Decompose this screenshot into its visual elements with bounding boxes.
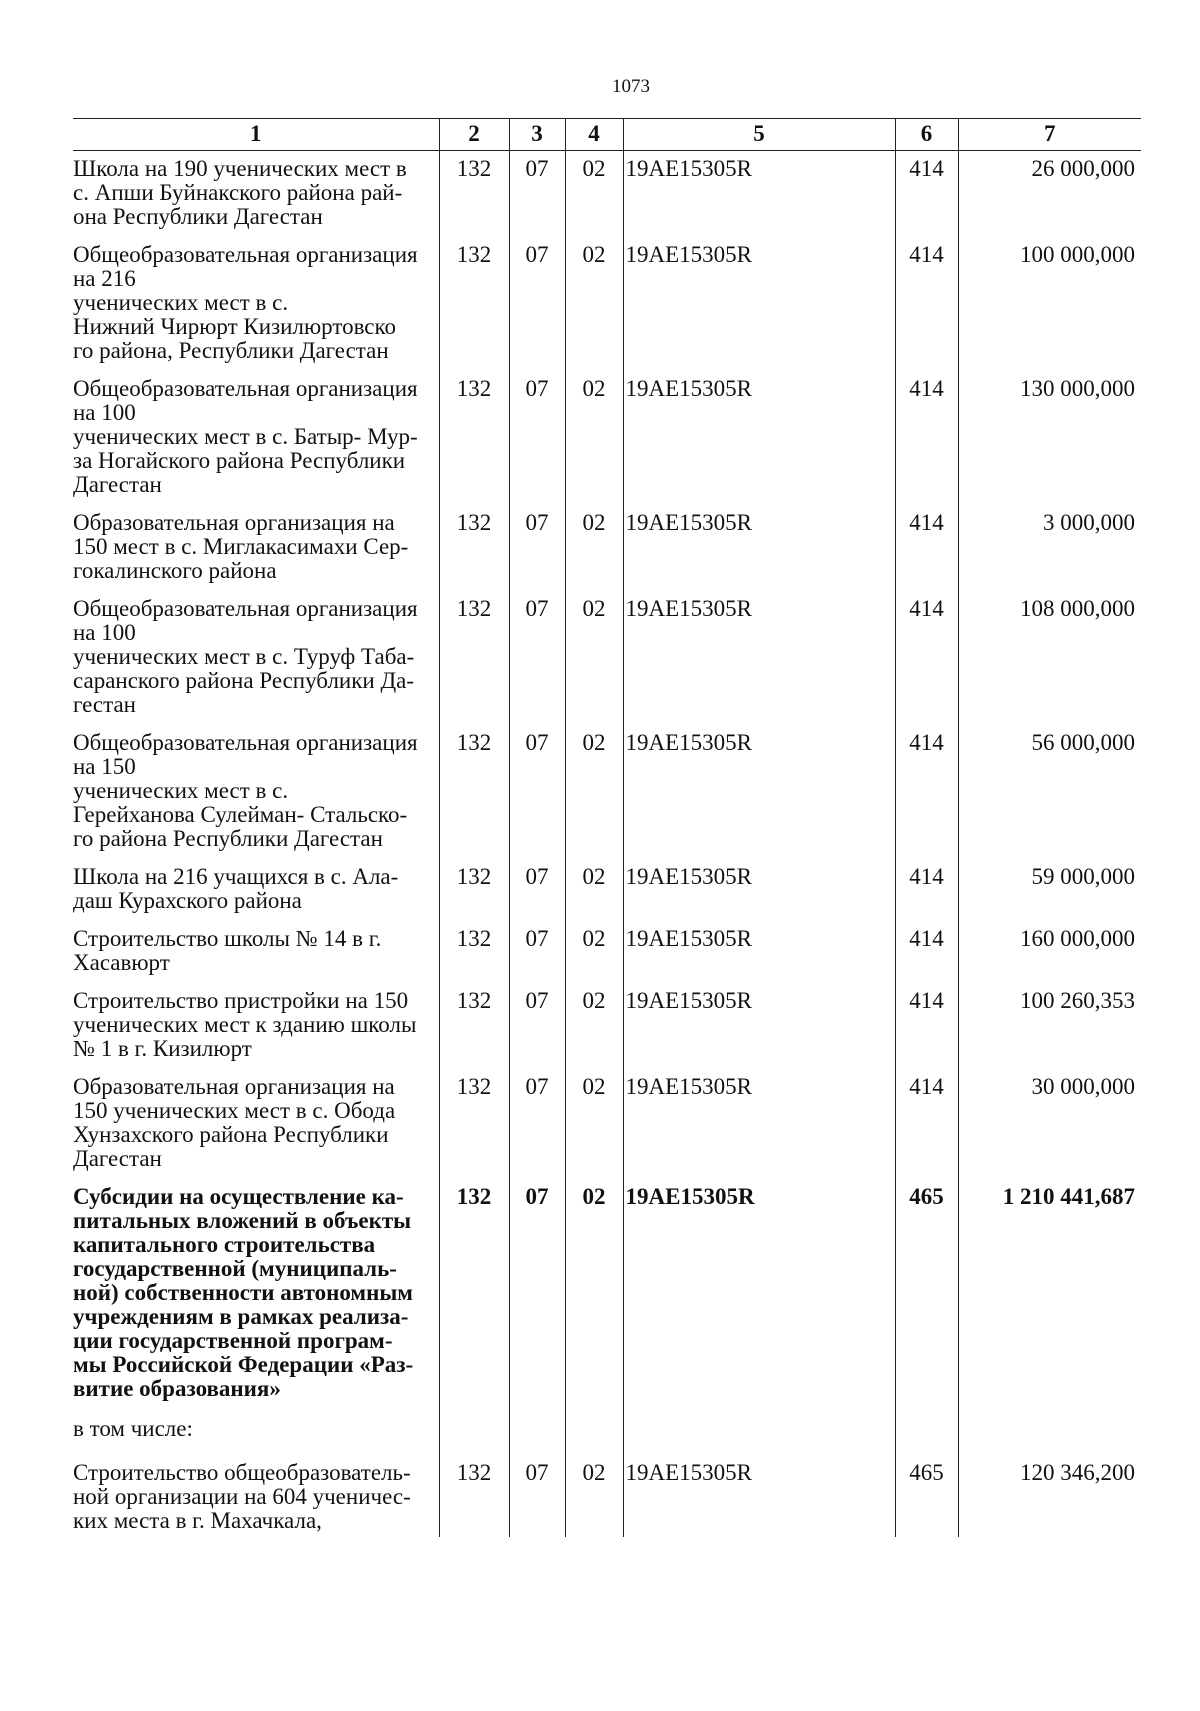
row-name [73,1171,439,1401]
cell-col7: 100 260,353 [958,975,1141,1061]
cell-col4: 02 [565,229,623,363]
header-cell: 4 [565,119,623,151]
cell-col3: 07 [509,497,565,583]
table-row [73,583,1141,717]
cell-col3: 07 [509,363,565,497]
cell-col4: 02 [565,583,623,717]
row-name [73,1061,439,1171]
table-row [73,717,1141,851]
cell-col2: 132 [439,151,509,230]
cell-col6: 414 [895,497,958,583]
cell-col5: 19AE15305R [623,913,895,975]
cell-col3: 07 [509,151,565,230]
row-name [73,229,439,363]
cell-col4: 02 [565,497,623,583]
cell-col2: 132 [439,851,509,913]
cell-col2: 132 [439,1171,509,1401]
cell-col2: 132 [439,975,509,1061]
cell-col6: 414 [895,229,958,363]
cell-col7: 56 000,000 [958,717,1141,851]
cell-col6: 414 [895,1061,958,1171]
cell-col2: 132 [439,497,509,583]
cell-col4: 02 [565,363,623,497]
table-row [73,913,1141,975]
row-name [73,913,439,975]
row-name [73,583,439,717]
cell-col3: 07 [509,913,565,975]
table-row-subtotal [73,1171,1141,1401]
row-name-text: Строительство пристройки на 150 ученических мест к зданию школы № 1 в г. Кизилюрт [73,988,417,1061]
cell-col2: 132 [439,717,509,851]
cell-col4: 02 [565,1171,623,1401]
cell-col7: 59 000,000 [958,851,1141,913]
header-cell: 7 [958,119,1141,151]
cell-col7: 1 210 441,687 [958,1171,1141,1401]
table-row [73,363,1141,497]
header-cell: 3 [509,119,565,151]
row-name [73,1401,439,1447]
cell-col4: 02 [565,151,623,230]
cell-col4: 02 [565,851,623,913]
cell-col6: 414 [895,913,958,975]
cell-col5: 19AE15305R [623,151,895,230]
cell-col3: 07 [509,851,565,913]
row-name-text: в том числе: [73,1416,193,1441]
table-row [73,1061,1141,1171]
row-name [73,975,439,1061]
cell-col3: 07 [509,583,565,717]
row-name-text: Общеобразовательная организация на 100 ученических мест в с. Туруф Таба- саранского района Республики Да- гестан [73,596,418,717]
row-name-text: Субсидии на осуществление ка- питальных вложений в объекты капитального строительства государственной (муниципаль- ной) собственности автономным учреждениям в рамках реализа- ции государственной програм- мы Российской Федерации «Раз- витие образования» [73,1184,414,1401]
header-cell: 6 [895,119,958,151]
row-name-text: Общеобразовательная организация на 150 ученических мест в с. Герейханова Сулейман- Стальско- го района Республики Дагестан [73,730,418,851]
cell-col4: 02 [565,717,623,851]
cell-col5: 19AE15305R [623,975,895,1061]
cell-col2: 132 [439,913,509,975]
budget-table [73,118,1141,1537]
cell-col7: 3 000,000 [958,497,1141,583]
cell-col5 [623,1401,895,1447]
cell-col3: 07 [509,975,565,1061]
row-name-text: Строительство школы № 14 в г. Хасавюрт [73,926,382,975]
cell-col6: 414 [895,151,958,230]
cell-col7: 30 000,000 [958,1061,1141,1171]
page-number: 1073 [612,76,650,97]
cell-col6: 414 [895,717,958,851]
cell-col6: 414 [895,363,958,497]
table-row [73,851,1141,913]
cell-col7 [958,1401,1141,1447]
row-name-text: Общеобразовательная организация на 216 ученических мест в с. Нижний Чирюрт Кизилюртовско го района, Республики Дагестан [73,242,418,363]
header-cell: 2 [439,119,509,151]
row-name [73,1447,439,1537]
cell-col4: 02 [565,913,623,975]
row-name [73,717,439,851]
cell-col7: 120 346,200 [958,1447,1141,1537]
row-name-text: Образовательная организация на 150 ученических мест в с. Обода Хунзахского района Республики Дагестан [73,1074,396,1171]
table-row [73,151,1141,230]
row-name-text: Школа на 190 ученических мест в с. Апши Буйнакского района рай- она Республики Дагестан [73,156,407,229]
table-row [73,497,1141,583]
header-cell: 5 [623,119,895,151]
cell-col7: 100 000,000 [958,229,1141,363]
row-name-text: Школа на 216 учащихся в с. Ала- даш Курахского района [73,864,399,913]
cell-col7: 108 000,000 [958,583,1141,717]
table-row [73,975,1141,1061]
cell-col2: 132 [439,1447,509,1537]
cell-col2: 132 [439,583,509,717]
cell-col3: 07 [509,1171,565,1401]
table-row [73,1447,1141,1537]
cell-col3: 07 [509,1447,565,1537]
cell-col4 [565,1401,623,1447]
row-name [73,851,439,913]
cell-col6: 414 [895,851,958,913]
cell-col3: 07 [509,717,565,851]
row-name-text: Общеобразовательная организация на 100 ученических мест в с. Батыр- Мур- за Ногайского района Республики Дагестан [73,376,418,497]
cell-col2: 132 [439,229,509,363]
cell-col7: 160 000,000 [958,913,1141,975]
row-name [73,497,439,583]
cell-col5: 19AE15305R [623,851,895,913]
row-name [73,151,439,230]
header-cell: 1 [73,119,439,151]
table-row-label [73,1401,1141,1447]
cell-col6: 465 [895,1447,958,1537]
cell-col7: 26 000,000 [958,151,1141,230]
cell-col5: 19AE15305R [623,1171,895,1401]
cell-col3: 07 [509,1061,565,1171]
cell-col5: 19AE15305R [623,229,895,363]
cell-col2: 132 [439,363,509,497]
cell-col2 [439,1401,509,1447]
cell-col5: 19AE15305R [623,583,895,717]
cell-col5: 19AE15305R [623,363,895,497]
cell-col3 [509,1401,565,1447]
cell-col6: 414 [895,975,958,1061]
cell-col6 [895,1401,958,1447]
cell-col2: 132 [439,1061,509,1171]
cell-col4: 02 [565,1061,623,1171]
cell-col6: 414 [895,583,958,717]
table-row [73,229,1141,363]
cell-col3: 07 [509,229,565,363]
cell-col5: 19AE15305R [623,717,895,851]
header-row [73,119,1141,151]
row-name-text: Образовательная организация на 150 мест в с. Миглакасимахи Сер- гокалинского района [73,510,409,583]
cell-col7: 130 000,000 [958,363,1141,497]
cell-col5: 19AE15305R [623,1447,895,1537]
row-name [73,363,439,497]
cell-col5: 19AE15305R [623,497,895,583]
cell-col4: 02 [565,1447,623,1537]
cell-col4: 02 [565,975,623,1061]
row-name-text: Строительство общеобразователь- ной организации на 604 ученичес- ких места в г. Махачкала, [73,1460,411,1533]
cell-col6: 465 [895,1171,958,1401]
cell-col5: 19AE15305R [623,1061,895,1171]
